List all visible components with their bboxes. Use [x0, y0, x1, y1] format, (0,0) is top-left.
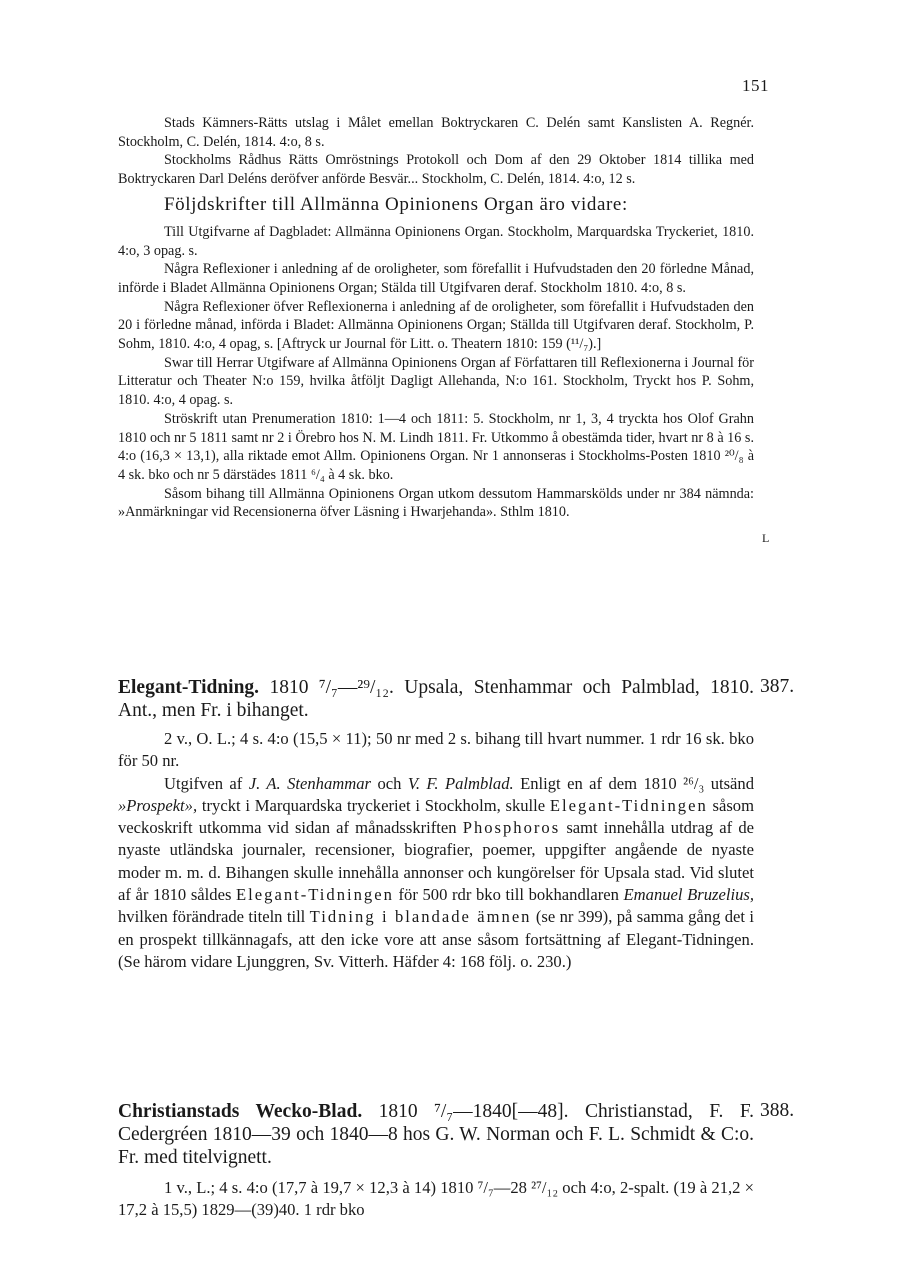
entry-388: [118, 1100, 754, 1222]
body-text: såsom veckoskrift utkomma vid sidan af månadsskriften: [118, 795, 755, 838]
entry-swar-till-herrar: Swar till Herrar Utgifware af Allmänna Opinionens Organ af Författaren till Reflexionerna i Journal för Litteratur och Theater N:o 159, hvilka åtföljt Dagligt Allehanda, N:o 161. Stockholm, Tryckt hos P. Sohm, 1810. 4:o, 4 opag. s.: [118, 354, 754, 409]
bibliography-block-1: [118, 114, 754, 522]
entry-388-title-bold: Christianstads Wecko-Blad.: [118, 1101, 363, 1122]
body-text: hvilken förändrade titeln till: [118, 907, 306, 927]
entry-388-title-rest: 1810 ⁷/₇—1840[—48]. Christianstad, F. F. Cedergréen 1810—39 och 1840—8 hos G. W. Norman och F. L. Schmidt & C:o. Fr. med titelvignett.: [118, 1101, 755, 1168]
entry-387-body: [118, 773, 754, 974]
body-text: Enligt en af dem 1810 ²⁶/₃ utsänd: [520, 773, 755, 793]
entry-387-title-rest: 1810 ⁷/₇—²⁹/₁₂. Upsala, Stenhammar och Palmblad, 1810. Ant., men Fr. i bihanget.: [118, 677, 754, 721]
entry-nagra-reflexioner: Några Reflexioner i anledning af de oroligheter, som förefallit i Hufvudstaden den 20 förledne Månad, införde i Bladet Allmänna Opinionens Organ; Stälda till Utgifvaren deraf. Stockholm 1810. 4:o, 8 s.: [118, 261, 754, 296]
entry-number-388: 388.: [760, 1100, 795, 1121]
body-text: för 500 rdr bko till bokhandlaren: [398, 885, 619, 905]
entry-number-387: 387.: [760, 676, 795, 697]
spaced-title: Elegant-Tidningen: [549, 795, 708, 815]
spaced-title: Elegant-Tidningen: [236, 885, 394, 905]
entry-bihang: Såsom bihang till Allmänna Opinionens Organ utkom dessutom Hammarskölds under nr 384 nämnda: »Anmärkningar vid Recensionerna öfver Läsning i Hwarjehanda». Sthlm 1810.: [118, 485, 754, 521]
entry-stads-kamners: Stads Kämners-Rätts utslag i Målet emellan Boktryckaren C. Delén samt Kanslisten A. Regnér. Stockholm, C. Delén, 1814. 4:o, 8 s.: [118, 115, 754, 150]
entry-387: [118, 676, 754, 973]
prospekt-title: »Prospekt»,: [118, 795, 198, 815]
entry-388-title: [118, 1100, 754, 1169]
entry-388-description: 1 v., L.; 4 s. 4:o (17,7 à 19,7 × 12,3 à 14) 1810 ⁷/₇—28 ²⁷/₁₂ och 4:o, 2-spalt. (19 à 21,2 × 17,2 à 15,5) 1829—(39)40. 1 rdr bko: [118, 1178, 754, 1220]
body-text: tryckt i Marquardska tryckeriet i Stockholm, skulle: [201, 795, 546, 815]
margin-mark: L: [762, 531, 770, 545]
entry-radhus-protokoll: Stockholms Rådhus Rätts Omröstnings Protokoll och Dom af den 29 Oktober 1814 tillika med Boktryckaren Darl Deléns deröfver anförde Besvär... Stockholm, C. Delén, 1814. 4:o, 12 s.: [118, 152, 754, 188]
page-number: 151: [742, 76, 769, 95]
body-text: och: [377, 773, 402, 793]
entry-reflexioner-ofver: Några Reflexioner öfver Reflexionerna i anledning af de oroligheter, som förefallit i Hufvudstaden den 20 i förledne månad, införda i Bladet: Allmänna Opinionens Organ; Ställda till Utgifvaren deraf. Stockholm, P. Sohm, 1810. 4:o, 4 opag, s. [Aftryck ur Journal för Litt. o. Theatern 1810: 159 (¹¹/₇).]: [118, 298, 754, 353]
spaced-title: Phosphoros: [462, 818, 561, 838]
editor-palmblad: V. F. Palmblad.: [407, 773, 514, 793]
body-text: samt innehålla utdrag af de nyaste utländska journaler, recensioner, biografier, poemer, uppgifter angående de nyaste moder m. m. d. Bihangen skulle innehålla annonser och kungörelser för Upsala stad. Vid slutet af år 1810 såldes: [118, 818, 755, 905]
entry-387-title: [118, 676, 754, 722]
section-heading-foljdskrifter: Följdskrifter till Allmänna Opinionens Organ äro vidare:: [164, 193, 628, 215]
entry-387-description: 2 v., O. L.; 4 s. 4:o (15,5 × 11); 50 nr med 2 s. bihang till hvart nummer. 1 rdr 16 sk. bko för 50 nr.: [118, 729, 754, 771]
body-text: Utgifven af: [164, 773, 243, 793]
editor-stenhammar: J. A. Stenhammar: [248, 773, 371, 793]
entry-stroskrift: Ströskrift utan Prenumeration 1810: 1—4 och 1811: 5. Stockholm, nr 1, 3, 4 tryckta hos Olof Grahn 1810 och nr 5 1811 samt nr 2 i Örebro hos N. M. Lindh 1811. Fr. Utkommo å obestämda tider, hvart nr 8 à 16 s. 4:o (16,3 × 13,1), alla riktade emot Allm. Opinionens Organ. Nr 1 annonseras i Stockholms-Posten 1810 ²⁰/₈ à 4 sk. bko och nr 5 därstädes 1811 ⁶/₄ à 4 sk. bko.: [118, 410, 754, 483]
entry-387-title-bold: Elegant-Tidning.: [118, 677, 260, 698]
entry-till-utgifvarne: Till Utgifvarne af Dagbladet: Allmänna Opinionens Organ. Stockholm, Marquardska Tryckeriet, 1810. 4:o, 3 opag. s.: [118, 223, 754, 259]
body-text: (se nr 399), på samma gång det i en prospekt tillkännagafs, att den icke vore att anse såsom fortsättning af Elegant-Tidningen. (Se härom vidare Ljunggren, Sv. Vitterh. Häfder 4: 168 följ. o. 230.): [118, 907, 754, 971]
spaced-title: Tidning i blandade ämnen: [309, 907, 532, 927]
bookseller-name: Emanuel Bruzelius,: [623, 885, 754, 905]
